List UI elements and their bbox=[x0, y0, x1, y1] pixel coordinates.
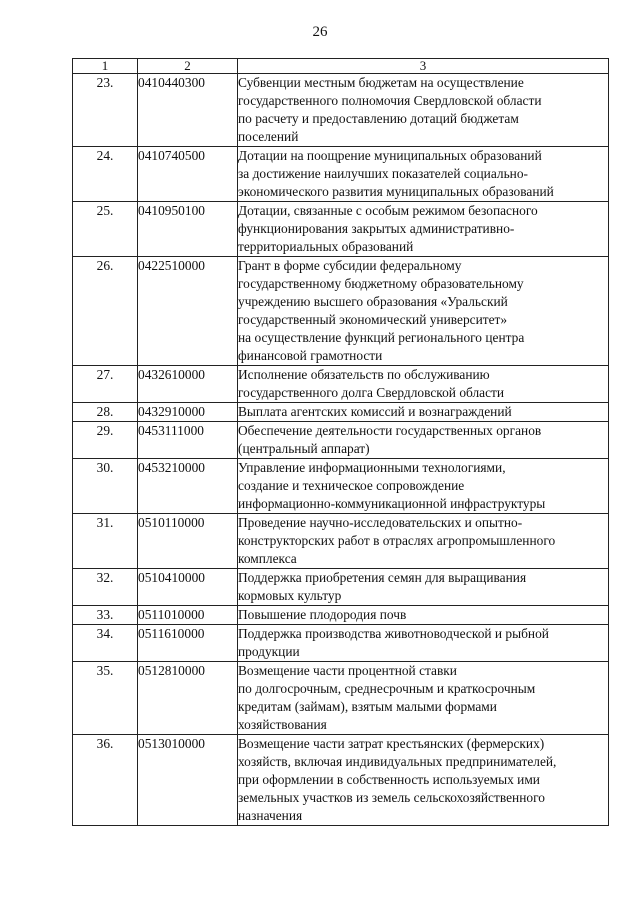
name-text-line: государственному бюджетному образовательному bbox=[238, 276, 524, 291]
target-article-code: 0511610000 bbox=[138, 625, 238, 662]
table-row bbox=[73, 735, 609, 826]
target-article-name bbox=[238, 74, 609, 147]
name-text-line: Выплата агентских комиссий и вознаграждений bbox=[238, 404, 512, 419]
name-text-line: кормовых культур bbox=[238, 588, 342, 603]
name-text-line: Поддержка производства животноводческой и рыбной bbox=[238, 626, 549, 641]
name-text-line: хозяйствования bbox=[238, 717, 327, 732]
table-row bbox=[73, 257, 609, 366]
target-article-code: 0432910000 bbox=[138, 403, 238, 422]
target-article-code: 0513010000 bbox=[138, 735, 238, 826]
table-row bbox=[73, 459, 609, 514]
row-number: 24. bbox=[73, 147, 138, 202]
row-number: 34. bbox=[73, 625, 138, 662]
page-number: 26 bbox=[312, 24, 328, 40]
name-text-line: Проведение научно-исследовательских и опытно- bbox=[238, 515, 523, 530]
row-number: 33. bbox=[73, 606, 138, 625]
row-number: 35. bbox=[73, 662, 138, 735]
name-text-line: Управление информационными технологиями, bbox=[238, 460, 506, 475]
name-text-line: экономического развития муниципальных образований bbox=[238, 184, 554, 199]
table-row bbox=[73, 366, 609, 403]
name-text-line: по расчету и предоставлению дотаций бюджетам bbox=[238, 111, 519, 126]
table-row bbox=[73, 625, 609, 662]
row-number: 27. bbox=[73, 366, 138, 403]
target-article-name bbox=[238, 147, 609, 202]
target-article-name bbox=[238, 625, 609, 662]
table-row bbox=[73, 514, 609, 569]
table-row bbox=[73, 74, 609, 147]
name-text-line: Дотации, связанные с особым режимом безопасного bbox=[238, 203, 538, 218]
target-article-code: 0410740500 bbox=[138, 147, 238, 202]
target-article-code: 0453111000 bbox=[138, 422, 238, 459]
name-text-line: Повышение плодородия почв bbox=[238, 607, 407, 622]
target-article-code: 0432610000 bbox=[138, 366, 238, 403]
table-row bbox=[73, 662, 609, 735]
target-article-code: 0410440300 bbox=[138, 74, 238, 147]
name-text-line: государственного полномочия Свердловской области bbox=[238, 93, 542, 108]
target-article-name bbox=[238, 459, 609, 514]
target-article-name bbox=[238, 202, 609, 257]
table-row bbox=[73, 606, 609, 625]
table-row bbox=[73, 202, 609, 257]
table-row bbox=[73, 422, 609, 459]
row-number: 26. bbox=[73, 257, 138, 366]
name-text-line: функционирования закрытых административно- bbox=[238, 221, 515, 236]
target-article-name bbox=[238, 662, 609, 735]
name-text-line: государственного долга Свердловской области bbox=[238, 385, 505, 400]
target-article-name bbox=[238, 403, 609, 422]
name-text-line: учреждению высшего образования «Уральский bbox=[238, 294, 508, 309]
table-body bbox=[73, 74, 609, 826]
target-article-code: 0511010000 bbox=[138, 606, 238, 625]
name-text-line: земельных участков из земель сельскохозяйственного bbox=[238, 790, 545, 805]
name-text-line: Субвенции местным бюджетам на осуществление bbox=[238, 75, 524, 90]
name-text-line: по долгосрочным, среднесрочным и краткосрочным bbox=[238, 681, 536, 696]
name-text-line: кредитам (займам), взятым малыми формами bbox=[238, 699, 497, 714]
table-header-row bbox=[73, 59, 609, 74]
target-article-name bbox=[238, 735, 609, 826]
name-text-line: информационно-коммуникационной инфраструктуры bbox=[238, 496, 546, 511]
target-article-name bbox=[238, 606, 609, 625]
target-article-code: 0453210000 bbox=[138, 459, 238, 514]
row-number: 31. bbox=[73, 514, 138, 569]
name-text-line: на осуществление функций регионального центра bbox=[238, 330, 525, 345]
header-column-3: 3 bbox=[238, 59, 609, 74]
target-article-name bbox=[238, 514, 609, 569]
name-text-line: государственный экономический университет» bbox=[238, 312, 508, 327]
target-article-name bbox=[238, 257, 609, 366]
target-article-code: 0510110000 bbox=[138, 514, 238, 569]
row-number: 36. bbox=[73, 735, 138, 826]
name-text-line: хозяйств, включая индивидуальных предпринимателей, bbox=[238, 754, 557, 769]
name-text-line: Грант в форме субсидии федеральному bbox=[238, 258, 462, 273]
row-number: 30. bbox=[73, 459, 138, 514]
target-article-code: 0422510000 bbox=[138, 257, 238, 366]
name-text-line: конструкторских работ в отраслях агропромышленного bbox=[238, 533, 556, 548]
row-number: 29. bbox=[73, 422, 138, 459]
name-text-line: назначения bbox=[238, 808, 303, 823]
table-row bbox=[73, 147, 609, 202]
table-row bbox=[73, 569, 609, 606]
target-article-name bbox=[238, 366, 609, 403]
header-column-2: 2 bbox=[138, 59, 238, 74]
target-article-name bbox=[238, 422, 609, 459]
name-text-line: территориальных образований bbox=[238, 239, 414, 254]
name-text-line: при оформлении в собственность используемых ими bbox=[238, 772, 540, 787]
name-text-line: Дотации на поощрение муниципальных образований bbox=[238, 148, 542, 163]
name-text-line: за достижение наилучших показателей социально- bbox=[238, 166, 529, 181]
name-text-line: поселений bbox=[238, 129, 299, 144]
row-number: 28. bbox=[73, 403, 138, 422]
name-text-line: (центральный аппарат) bbox=[238, 441, 370, 456]
name-text-line: Возмещение части затрат крестьянских (фермерских) bbox=[238, 736, 545, 751]
name-text-line: Возмещение части процентной ставки bbox=[238, 663, 457, 678]
target-article-code: 0512810000 bbox=[138, 662, 238, 735]
name-text-line: Исполнение обязательств по обслуживанию bbox=[238, 367, 490, 382]
row-number: 23. bbox=[73, 74, 138, 147]
table-row bbox=[73, 403, 609, 422]
name-text-line: Обеспечение деятельности государственных органов bbox=[238, 423, 542, 438]
target-article-code: 0510410000 bbox=[138, 569, 238, 606]
name-text-line: комплекса bbox=[238, 551, 297, 566]
budget-classification-table bbox=[72, 58, 609, 826]
target-article-code: 0410950100 bbox=[138, 202, 238, 257]
target-article-name bbox=[238, 569, 609, 606]
name-text-line: создание и техническое сопровождение bbox=[238, 478, 465, 493]
row-number: 25. bbox=[73, 202, 138, 257]
name-text-line: продукции bbox=[238, 644, 300, 659]
name-text-line: Поддержка приобретения семян для выращивания bbox=[238, 570, 527, 585]
name-text-line: финансовой грамотности bbox=[238, 348, 383, 363]
row-number: 32. bbox=[73, 569, 138, 606]
header-column-1: 1 bbox=[73, 59, 138, 74]
